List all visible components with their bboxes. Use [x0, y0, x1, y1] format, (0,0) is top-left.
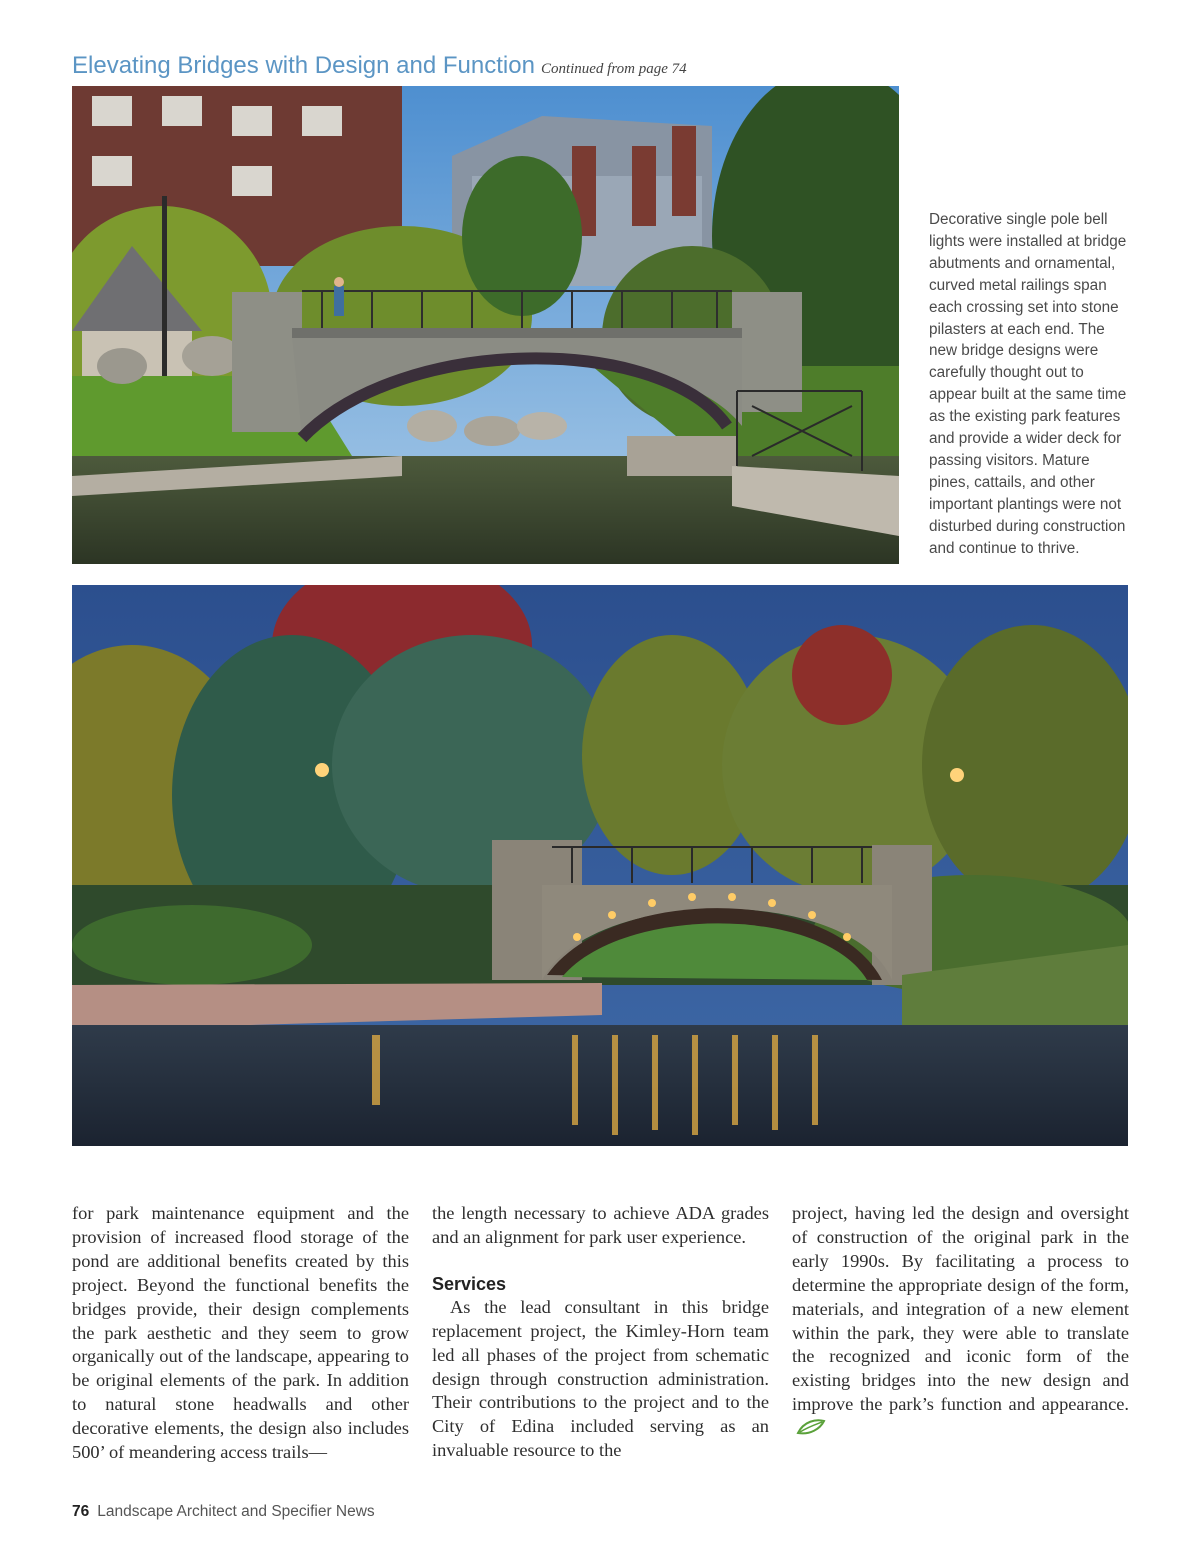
column-3-text: project, having led the design and oversight of construction of the original park in the early 1990s. By facilitating a process to determine the appropriate design of the form, materials, and integration of a new element within the park, they were able to translate the recognized and iconic form of the existing bridges into the new design and improve the park’s function and appearance. — [792, 1203, 1129, 1415]
article-heading — [72, 52, 687, 80]
article-title: Elevating Bridges with Design and Function — [72, 52, 535, 79]
photo-night-bridge — [72, 585, 1128, 1146]
photo-day-bridge — [72, 86, 899, 564]
leaf-icon — [796, 1418, 826, 1442]
photo-caption: Decorative single pole bell lights were installed at bridge abutments and ornamental, curved metal railings span each crossing set into stone pilasters at each end. The new bridge designs were carefully thought out to appear built at the same time as the existing park features and provide a wider deck for passing visitors. Mature pines, cattails, and other important plantings were not disturbed during construction and continue to thrive. — [929, 211, 1127, 557]
column-2-body: As the lead consultant in this bridge replacement project, the Kimley-Horn team led all phases of the project from schematic design through construction administration. Their contributions to the project and to the City of Edina included serving as an invaluable resource to the — [432, 1296, 769, 1461]
page-footer — [72, 1503, 375, 1521]
column-1 — [72, 1202, 409, 1465]
publication-name: Landscape Architect and Specifier News — [97, 1503, 375, 1520]
photo-night-bridge-illustration — [72, 585, 1128, 1146]
column-2 — [432, 1202, 769, 1463]
photo-day-bridge-illustration — [72, 86, 899, 564]
column-2-intro: the length necessary to achieve ADA grades and an alignment for park user experience. — [432, 1203, 769, 1247]
column-1-text: for park maintenance equipment and the provision of increased flood storage of the pond are additional benefits created by this project. Beyond the functional benefits the bridges provide, their design complements the park aesthetic and they seem to grow organically out of the landscape, appearing to be original elements of the park. In addition to natural stone headwalls and other decorative elements, the design also includes 500’ of meandering access trails— — [72, 1203, 409, 1463]
column-3 — [792, 1202, 1129, 1442]
page-number: 76 — [72, 1503, 90, 1520]
continued-from-label: Continued from page 74 — [540, 61, 687, 77]
services-heading: Services — [432, 1273, 507, 1294]
